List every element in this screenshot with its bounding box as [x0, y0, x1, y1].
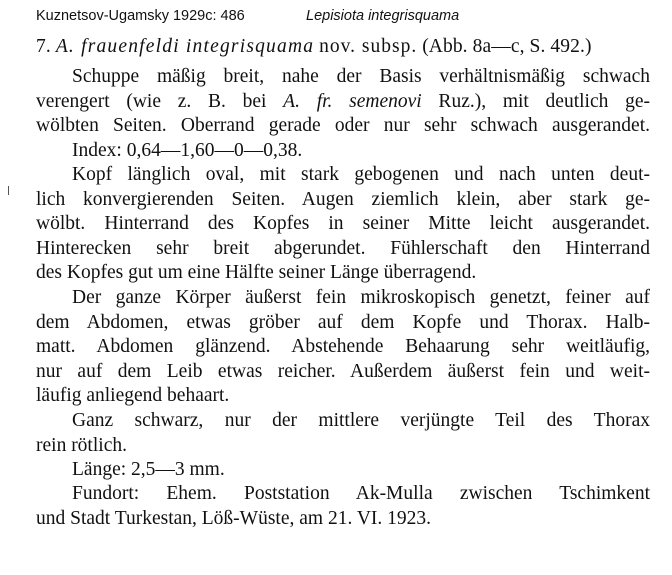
- paragraph-length: [36, 458, 650, 483]
- text-line: und Stadt Turkestan, Löß-Wüste, am 21. VI. 1923.: [36, 507, 432, 529]
- species-number: 7.: [36, 36, 51, 57]
- text-line: matt. Abdomen glänzend. Abstehende Behaarung sehr weitläufig,: [36, 336, 650, 358]
- italic-taxon: A. fr. semenovi: [283, 90, 422, 112]
- species-title: [36, 36, 656, 58]
- text-line: Hinterecken sehr breit abgerundet. Fühlerschaft den Hinterrand: [36, 237, 650, 259]
- paragraph-locality: [36, 482, 650, 531]
- margin-mark: [8, 186, 9, 195]
- text-line: Fundort: Ehem. Poststation Ak-Mulla zwischen Tschimkent: [72, 483, 650, 504]
- paragraph-color: [36, 409, 650, 458]
- species-name: A. frauenfeldi integrisquama: [55, 36, 315, 57]
- citation-source: Kuznetsov-Ugamsky 1929c: 486: [36, 8, 245, 24]
- text-line: rein rötlich.: [36, 434, 127, 456]
- text-line: wölbt. Hinterrand des Kopfes in seiner Mitte leicht ausgerandet.: [36, 213, 650, 235]
- text-line: dem Abdomen, etwas gröber auf dem Kopfe und Thorax. Halb-: [36, 311, 650, 333]
- text-line: nur auf dem Leib etwas reicher. Außerdem äußerst fein und weit-: [36, 360, 650, 382]
- text-line: läufig anliegend behaart.: [36, 385, 230, 407]
- paragraph-index: [36, 139, 650, 164]
- figure-reference: (Abb. 8a—c, S. 492.): [422, 36, 592, 57]
- paragraph-head: [36, 163, 650, 286]
- paragraph-sculpture: [36, 286, 650, 409]
- text-line: Kopf länglich oval, mit stark gebogenen und nach unten deut-: [72, 164, 650, 185]
- text-line: wölbten Seiten. Oberrand gerade oder nur sehr schwach ausgerandet.: [36, 115, 650, 137]
- citation-taxon: Lepisiota integrisquama: [306, 8, 460, 24]
- text-line: des Kopfes gut um eine Hälfte seiner Länge überragend.: [36, 262, 477, 284]
- species-status: nov. subsp.: [319, 36, 418, 57]
- text-line: Schuppe mäßig breit, nahe der Basis verhältnismäßig schwach: [72, 66, 650, 87]
- text-line: lich konvergierenden Seiten. Augen ziemlich klein, aber stark ge-: [36, 188, 650, 210]
- text-line: Länge: 2,5—3 mm.: [72, 459, 225, 480]
- text-line: Der ganze Körper äußerst fein mikroskopisch genetzt, feiner auf: [72, 287, 650, 308]
- text-line: verengert (wie z. B. bei A. fr. semenovi Ruz.), mit deutlich ge-: [36, 90, 650, 112]
- text-line: Index: 0,64—1,60—0—0,38.: [72, 140, 303, 161]
- text-line: Ganz schwarz, nur der mittlere verjüngte Teil des Thorax: [72, 410, 650, 431]
- paragraph-scale: [36, 65, 650, 139]
